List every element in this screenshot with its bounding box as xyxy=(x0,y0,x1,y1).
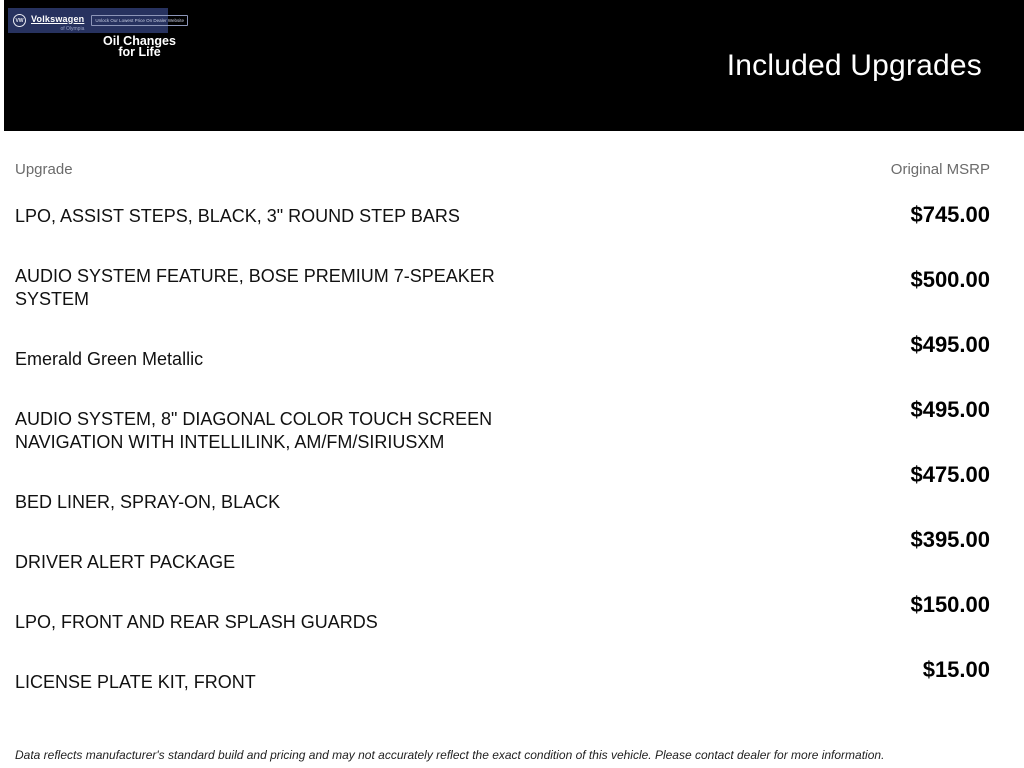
upgrade-price: $150.00 xyxy=(910,592,990,617)
upgrade-name: LPO, ASSIST STEPS, BLACK, 3" ROUND STEP BARS xyxy=(15,206,460,226)
dealer-banner xyxy=(8,8,185,33)
disclaimer-text: Data reflects manufacturer's standard build and pricing and may not accurately reflect the exact condition of this vehicle. Please contact dealer for more information. xyxy=(15,748,885,762)
unlock-price-button[interactable]: Unlock Our Lowest Price On Dealer Website xyxy=(91,15,188,26)
upgrade-price: $745.00 xyxy=(910,202,990,227)
oil-changes-badge xyxy=(92,36,187,58)
upgrade-names-column xyxy=(15,202,560,731)
upgrades-table xyxy=(0,161,1024,762)
upgrade-prices-column xyxy=(910,202,990,722)
upgrade-name: AUDIO SYSTEM, 8" DIAGONAL COLOR TOUCH SCREEN NAVIGATION WITH INTELLILINK, AM/FM/SIRIUSXM xyxy=(15,409,493,452)
column-header-msrp: Original MSRP xyxy=(890,161,990,178)
page-title: Included Upgrades xyxy=(726,49,982,82)
upgrade-price: $495.00 xyxy=(910,397,990,422)
dealer-brand xyxy=(31,10,84,32)
upgrade-name: LICENSE PLATE KIT, FRONT xyxy=(15,672,256,692)
oil-badge-line1: Oil Changes xyxy=(103,34,176,48)
oil-badge-line2: for Life xyxy=(118,45,161,59)
dealer-brand-sub: of Olympia xyxy=(60,25,85,32)
table-body xyxy=(15,202,990,731)
upgrade-price: $500.00 xyxy=(910,267,990,292)
upgrade-price: $495.00 xyxy=(910,332,990,357)
upgrade-name: AUDIO SYSTEM FEATURE, BOSE PREMIUM 7-SPEAKER SYSTEM xyxy=(15,266,495,309)
upgrade-name: Emerald Green Metallic xyxy=(15,349,204,369)
table-column-headers xyxy=(15,161,990,178)
upgrade-price: $15.00 xyxy=(922,657,990,682)
upgrade-name: BED LINER, SPRAY-ON, BLACK xyxy=(15,492,281,512)
upgrade-name: DRIVER ALERT PACKAGE xyxy=(15,552,236,572)
dealer-brand-name: Volkswagen xyxy=(31,13,85,24)
column-header-upgrade: Upgrade xyxy=(15,161,73,178)
upgrade-price: $475.00 xyxy=(910,462,990,487)
vw-logo-icon: VW xyxy=(13,14,26,27)
upgrade-price: $395.00 xyxy=(910,527,990,552)
upgrade-name: LPO, FRONT AND REAR SPLASH GUARDS xyxy=(15,612,378,632)
page-header xyxy=(4,0,1024,131)
